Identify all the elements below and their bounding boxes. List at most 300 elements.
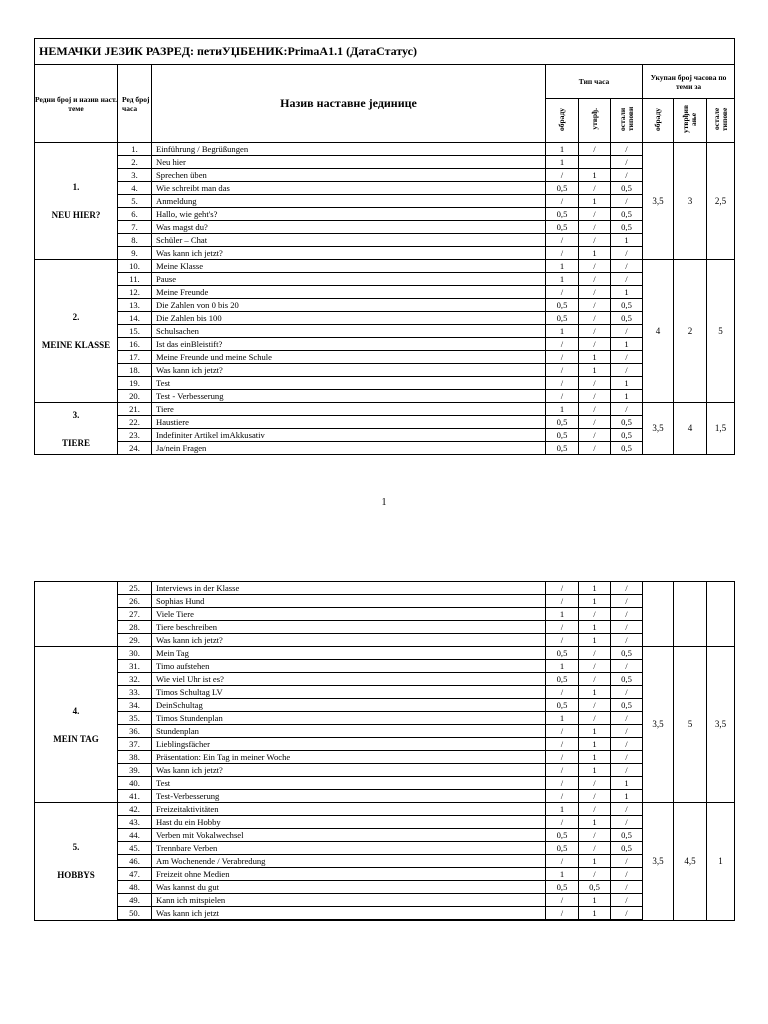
type-utvrdjivanje-value: 0,5 [579,881,611,894]
lesson-title: Was kannst du gut [152,881,546,894]
lesson-row [35,390,735,403]
total-col-ostali-header: остале типове [711,107,729,131]
type-ostali-value: 1 [611,390,643,403]
plan-table-page-2 [34,581,734,921]
lesson-row [35,234,735,247]
lesson-row [35,647,735,660]
lesson-title: Wie schreibt man das [152,182,546,195]
type-ostali-value: / [611,364,643,377]
lesson-number: 33. [118,686,152,699]
lesson-title: Hast du ein Hobby [152,816,546,829]
lesson-title: Was kann ich jetzt [152,907,546,921]
theme-cell [35,803,118,921]
type-utvrdjivanje-value: 1 [579,686,611,699]
type-obrada-value: 1 [546,660,579,673]
lesson-number: 28. [118,621,152,634]
lesson-title: Schulsachen [152,325,546,338]
lesson-number: 38. [118,751,152,764]
lesson-row [35,660,735,673]
type-ostali-value: / [611,273,643,286]
type-utvrdjivanje-value: 1 [579,582,611,595]
type-obrada-value: 1 [546,143,579,156]
lesson-number: 20. [118,390,152,403]
type-ostali-value: 0,5 [611,829,643,842]
lesson-title: Hallo, wie geht's? [152,208,546,221]
lesson-row [35,829,735,842]
lesson-row [35,260,735,273]
type-ostali-value: / [611,712,643,725]
type-utvrdjivanje-value: / [579,143,611,156]
type-obrada-value: 1 [546,325,579,338]
type-ostali-value: 1 [611,777,643,790]
lesson-title: DeinSchultag [152,699,546,712]
theme-number: 1. [72,182,80,192]
lesson-number: 12. [118,286,152,299]
lesson-row [35,738,735,751]
lesson-number: 29. [118,634,152,647]
type-ostali-value: / [611,156,643,169]
type-obrada-value: / [546,390,579,403]
lesson-number: 18. [118,364,152,377]
lesson-row [35,634,735,647]
total-group-header: Укупан број часова по теми за [643,65,735,99]
type-utvrdjivanje-value: 1 [579,247,611,260]
lesson-title: Neu hier [152,156,546,169]
type-ostali-value: 0,5 [611,442,643,455]
lesson-title: Pause [152,273,546,286]
theme-cell [35,260,118,403]
type-ostali-value: / [611,855,643,868]
type-obrada-value: 0,5 [546,673,579,686]
lesson-number: 35. [118,712,152,725]
type-obrada-value: 0,5 [546,416,579,429]
lesson-row [35,195,735,208]
type-utvrdjivanje-value: / [579,803,611,816]
lesson-number: 48. [118,881,152,894]
lesson-number: 3. [118,169,152,182]
type-obrada-value: 1 [546,608,579,621]
theme-name: TIERE [61,437,90,448]
lesson-title: Anmeldung [152,195,546,208]
theme-cell [35,143,118,260]
lesson-title: Einführung / Begrüßungen [152,143,546,156]
type-obrada-value: 0,5 [546,699,579,712]
lesson-title: Sprechen üben [152,169,546,182]
type-obrada-value: 1 [546,273,579,286]
total-obrada: 3,5 [643,143,674,260]
type-utvrdjivanje-value: 1 [579,364,611,377]
lesson-row [35,868,735,881]
type-ostali-value: / [611,686,643,699]
lesson-title: Freizeitaktivitäten [152,803,546,816]
lesson-number: 4. [118,182,152,195]
total-obrada [643,582,674,647]
lesson-number: 27. [118,608,152,621]
lesson-number: 16. [118,338,152,351]
lesson-number: 46. [118,855,152,868]
lesson-row [35,686,735,699]
total-utvrdjivanje [674,582,707,647]
type-utvrdjivanje-value: 1 [579,855,611,868]
type-utvrdjivanje-value: / [579,829,611,842]
lesson-name-column-header: Назив наставне јединице [152,65,546,143]
type-col-utvrdjivanje-header: утврђ. [589,108,599,130]
type-ostali-value: 0,5 [611,699,643,712]
lesson-number: 2. [118,156,152,169]
total-col-utvrdjivanje-header: утврђив ање [681,104,698,134]
lesson-row [35,725,735,738]
type-obrada-value: / [546,816,579,829]
lesson-row [35,312,735,325]
lesson-row [35,429,735,442]
type-ostali-value: 0,5 [611,182,643,195]
type-utvrdjivanje-value: / [579,712,611,725]
lesson-title: Sophias Hund [152,595,546,608]
total-obrada: 3,5 [643,803,674,921]
type-ostali-value: / [611,608,643,621]
lesson-number: 19. [118,377,152,390]
lesson-title: Ist das einBleistift? [152,338,546,351]
lesson-row [35,299,735,312]
type-obrada-value: / [546,686,579,699]
lesson-number-column-header: Ред број часа [118,65,152,143]
type-utvrdjivanje-value: / [579,325,611,338]
type-obrada-value: 0,5 [546,647,579,660]
lesson-row [35,442,735,455]
type-obrada-value: / [546,195,579,208]
type-utvrdjivanje-value: 1 [579,725,611,738]
type-ostali-value: 1 [611,377,643,390]
type-obrada-value: 0,5 [546,442,579,455]
type-utvrdjivanje-value: / [579,647,611,660]
type-col-obrada-header: обраду [557,107,566,131]
lesson-title: Freizeit ohne Medien [152,868,546,881]
lesson-number: 23. [118,429,152,442]
type-obrada-value: 1 [546,260,579,273]
total-col-obrada-header: обраду [653,107,662,131]
lesson-number: 40. [118,777,152,790]
type-utvrdjivanje-value: 1 [579,738,611,751]
type-utvrdjivanje-value: / [579,273,611,286]
lesson-number: 30. [118,647,152,660]
type-ostali-value: 1 [611,286,643,299]
type-utvrdjivanje-value: 1 [579,634,611,647]
lesson-number: 31. [118,660,152,673]
type-ostali-value: 0,5 [611,312,643,325]
type-ostali-value: 1 [611,338,643,351]
lesson-number: 11. [118,273,152,286]
type-ostali-value: 0,5 [611,842,643,855]
lesson-row [35,894,735,907]
theme-name: HOBBYS [57,870,95,881]
type-ostali-value: 0,5 [611,299,643,312]
type-utvrdjivanje-value: / [579,842,611,855]
type-ostali-value: 0,5 [611,673,643,686]
type-obrada-value: / [546,169,579,182]
lesson-title: Was kann ich jetzt? [152,634,546,647]
type-utvrdjivanje-value: 1 [579,764,611,777]
lesson-title: Test [152,777,546,790]
type-utvrdjivanje-value: 1 [579,816,611,829]
lesson-row [35,169,735,182]
type-obrada-value: 0,5 [546,429,579,442]
total-utvrdjivanje: 2 [674,260,707,403]
lesson-title: Präsentation: Ein Tag in meiner Woche [152,751,546,764]
total-ostali: 2,5 [707,143,735,260]
lesson-number: 34. [118,699,152,712]
type-utvrdjivanje-value: 1 [579,195,611,208]
lesson-type-group-header: Тип часа [546,65,643,99]
type-ostali-value: / [611,660,643,673]
lesson-title: Lieblingsfächer [152,738,546,751]
lesson-title: Timos Stundenplan [152,712,546,725]
lesson-row [35,182,735,195]
type-ostali-value: / [611,403,643,416]
lesson-row [35,673,735,686]
lesson-number: 42. [118,803,152,816]
lesson-row [35,582,735,595]
lesson-title: Mein Tag [152,647,546,660]
type-ostali-value: / [611,907,643,921]
total-ostali: 5 [707,260,735,403]
lesson-number: 50. [118,907,152,921]
type-ostali-value: / [611,751,643,764]
lesson-row [35,712,735,725]
type-ostali-value: / [611,803,643,816]
type-obrada-value: 0,5 [546,842,579,855]
lesson-row [35,416,735,429]
lesson-row [35,351,735,364]
type-utvrdjivanje-value: / [579,312,611,325]
lesson-title: Test-Verbesserung [152,790,546,803]
type-obrada-value: 1 [546,712,579,725]
type-ostali-value: / [611,894,643,907]
lesson-number: 14. [118,312,152,325]
lesson-title: Ja/nein Fragen [152,442,546,455]
type-utvrdjivanje-value: 1 [579,907,611,921]
lesson-title: Test - Verbesserung [152,390,546,403]
type-utvrdjivanje-value: / [579,260,611,273]
type-ostali-value: / [611,195,643,208]
type-utvrdjivanje-value [579,156,611,169]
type-ostali-value: 0,5 [611,429,643,442]
type-ostali-value: / [611,816,643,829]
lesson-title: Indefiniter Artikel imAkkusativ [152,429,546,442]
lesson-number: 10. [118,260,152,273]
type-utvrdjivanje-value: 1 [579,169,611,182]
type-ostali-value: / [611,868,643,881]
lesson-title: Haustiere [152,416,546,429]
lesson-number: 15. [118,325,152,338]
type-ostali-value: / [611,247,643,260]
type-obrada-value: 1 [546,803,579,816]
type-utvrdjivanje-value: / [579,182,611,195]
lesson-number: 22. [118,416,152,429]
type-obrada-value: 1 [546,868,579,881]
theme-number: 3. [72,409,80,420]
type-utvrdjivanje-value: 1 [579,894,611,907]
type-ostali-value: / [611,595,643,608]
lesson-row [35,621,735,634]
lesson-title: Meine Klasse [152,260,546,273]
type-utvrdjivanje-value: / [579,377,611,390]
type-ostali-value: 0,5 [611,208,643,221]
type-obrada-value: 0,5 [546,221,579,234]
total-utvrdjivanje: 3 [674,143,707,260]
lesson-row [35,699,735,712]
type-utvrdjivanje-value: / [579,208,611,221]
type-obrada-value: / [546,634,579,647]
lesson-number: 25. [118,582,152,595]
lesson-row [35,156,735,169]
lesson-row [35,208,735,221]
type-utvrdjivanje-value: / [579,403,611,416]
lesson-title: Interviews in der Klasse [152,582,546,595]
type-obrada-value: / [546,894,579,907]
type-utvrdjivanje-value: / [579,416,611,429]
type-utvrdjivanje-value: / [579,608,611,621]
theme-cell [35,403,118,455]
type-ostali-value: 0,5 [611,416,643,429]
type-utvrdjivanje-value: / [579,660,611,673]
total-ostali: 3,5 [707,647,735,803]
type-obrada-value: / [546,764,579,777]
type-obrada-value: 0,5 [546,299,579,312]
type-utvrdjivanje-value: / [579,699,611,712]
type-obrada-value: / [546,855,579,868]
theme-name: MEINE KLASSE [41,340,111,350]
total-utvrdjivanje: 4,5 [674,803,707,921]
lesson-title: Schüler – Chat [152,234,546,247]
lesson-number: 45. [118,842,152,855]
lesson-row [35,816,735,829]
total-utvrdjivanje: 4 [674,403,707,455]
lesson-row [35,377,735,390]
type-utvrdjivanje-value: / [579,790,611,803]
lesson-title: Die Zahlen bis 100 [152,312,546,325]
lesson-title: Tiere [152,403,546,416]
theme-number: 5. [72,842,80,853]
lesson-number: 5. [118,195,152,208]
lesson-row [35,403,735,416]
lesson-row [35,143,735,156]
lesson-number: 47. [118,868,152,881]
lesson-title: Viele Tiere [152,608,546,621]
lesson-title: Was kann ich jetzt? [152,364,546,377]
type-ostali-value: / [611,143,643,156]
lesson-title: Kann ich mitspielen [152,894,546,907]
plan-table-page-1 [34,38,734,455]
lesson-number: 8. [118,234,152,247]
type-ostali-value: 0,5 [611,221,643,234]
lesson-number: 36. [118,725,152,738]
type-utvrdjivanje-value: 1 [579,751,611,764]
lesson-title: Verben mit Vokalwechsel [152,829,546,842]
type-obrada-value: 1 [546,403,579,416]
lesson-number: 21. [118,403,152,416]
lesson-number: 37. [118,738,152,751]
document-title: НЕМАЧКИ ЈЕЗИК РАЗРЕД: петиУЏБЕНИК:PrimaA1.1 (ДатаСтатус) [35,39,735,65]
type-obrada-value: 0,5 [546,881,579,894]
lesson-row [35,907,735,921]
type-obrada-value: / [546,364,579,377]
type-obrada-value: / [546,247,579,260]
lesson-number: 6. [118,208,152,221]
type-ostali-value: / [611,325,643,338]
type-obrada-value: / [546,595,579,608]
type-obrada-value: / [546,738,579,751]
type-ostali-value: 1 [611,790,643,803]
lesson-number: 44. [118,829,152,842]
type-obrada-value: 0,5 [546,312,579,325]
total-ostali: 1 [707,803,735,921]
type-utvrdjivanje-value: / [579,234,611,247]
type-col-ostali-header: остали типови [617,106,635,132]
lesson-title: Meine Freunde und meine Schule [152,351,546,364]
type-utvrdjivanje-value: / [579,338,611,351]
type-obrada-value: / [546,286,579,299]
type-utvrdjivanje-value: / [579,390,611,403]
type-obrada-value: / [546,338,579,351]
theme-column-header: Редни број и назив наст. теме [35,65,118,143]
type-ostali-value: / [611,351,643,364]
type-obrada-value: / [546,751,579,764]
lesson-row [35,247,735,260]
lesson-title: Was magst du? [152,221,546,234]
lesson-title: Stundenplan [152,725,546,738]
type-utvrdjivanje-value: / [579,673,611,686]
type-obrada-value: 0,5 [546,829,579,842]
total-obrada: 3,5 [643,647,674,803]
total-obrada: 4 [643,260,674,403]
lesson-row [35,221,735,234]
lesson-row [35,803,735,816]
lesson-row [35,325,735,338]
type-utvrdjivanje-value: / [579,868,611,881]
lesson-number: 32. [118,673,152,686]
type-obrada-value: 0,5 [546,182,579,195]
type-obrada-value: / [546,234,579,247]
lesson-title: Was kann ich jetzt? [152,247,546,260]
lesson-row [35,608,735,621]
type-obrada-value: 1 [546,156,579,169]
type-utvrdjivanje-value: 1 [579,595,611,608]
theme-cell [35,647,118,803]
type-obrada-value: / [546,351,579,364]
lesson-title: Die Zahlen von 0 bis 20 [152,299,546,312]
type-ostali-value: / [611,738,643,751]
type-obrada-value: 0,5 [546,208,579,221]
type-obrada-value: / [546,582,579,595]
theme-name: NEU HIER? [51,210,101,220]
total-ostali: 1,5 [707,403,735,455]
lesson-row [35,273,735,286]
lesson-number: 43. [118,816,152,829]
lesson-number: 17. [118,351,152,364]
lesson-title: Timos Schultag LV [152,686,546,699]
type-obrada-value: / [546,621,579,634]
type-utvrdjivanje-value: / [579,221,611,234]
lesson-row [35,777,735,790]
lesson-row [35,595,735,608]
lesson-row [35,751,735,764]
type-utvrdjivanje-value: 1 [579,351,611,364]
type-obrada-value: / [546,725,579,738]
theme-number: 2. [72,312,80,322]
lesson-row [35,364,735,377]
lesson-row [35,338,735,351]
page-number: 1 [381,497,387,508]
